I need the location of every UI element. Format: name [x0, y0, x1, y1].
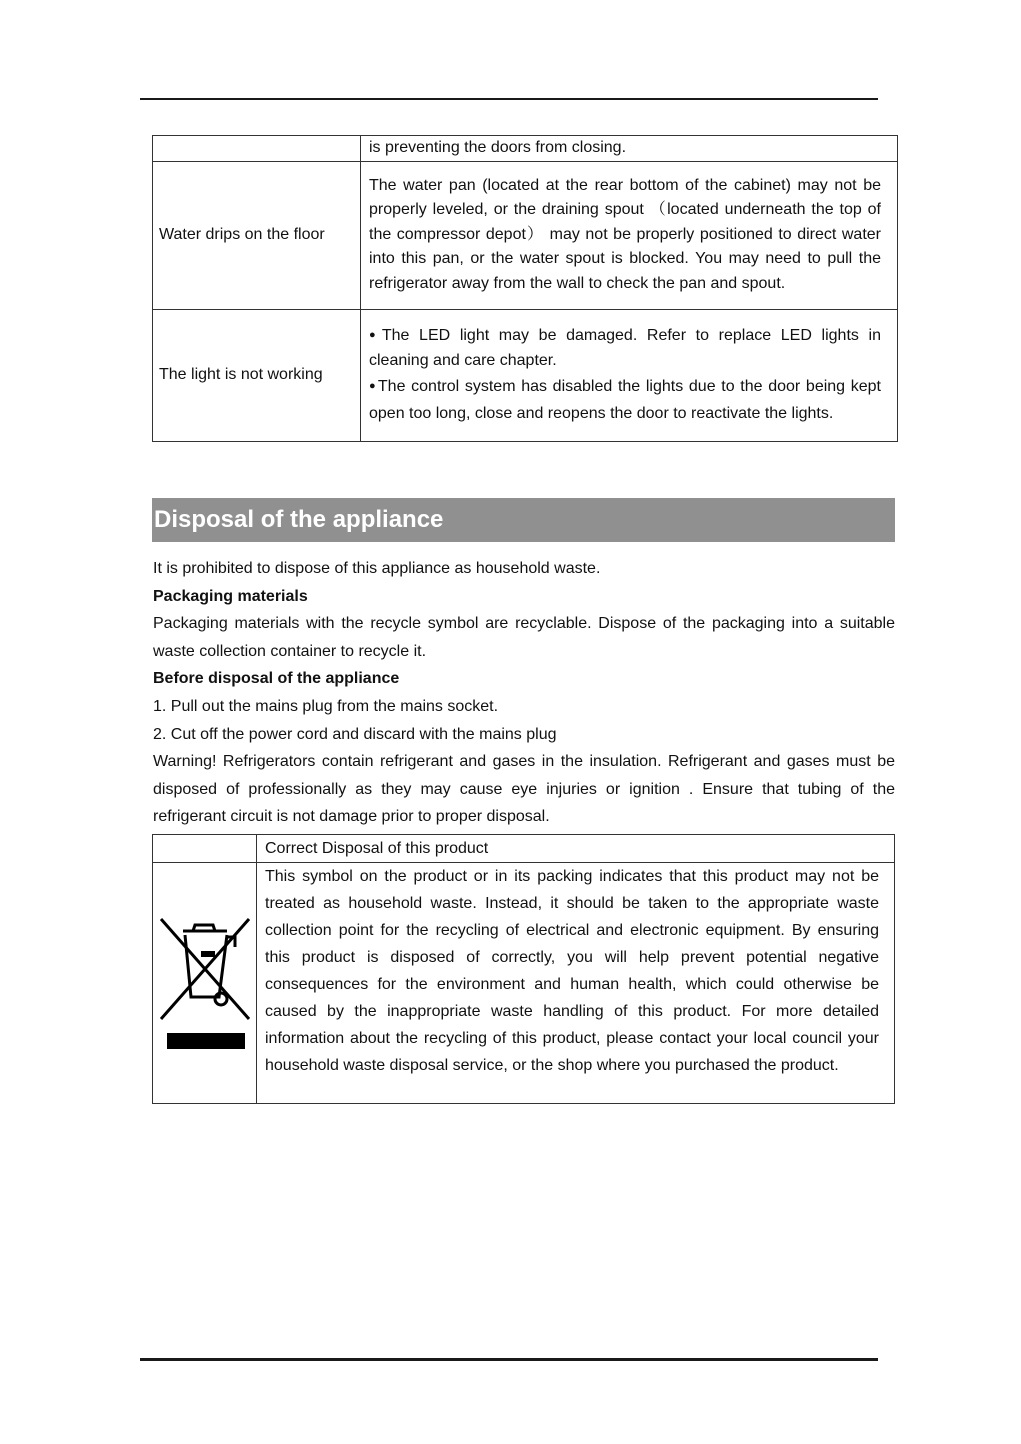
box-text-cell	[257, 863, 895, 1104]
troubleshooting-table	[152, 135, 898, 442]
bullet-icon: ●	[369, 380, 377, 392]
intro-text: It is prohibited to dispose of this appliance as household waste.	[153, 560, 601, 577]
warning-text: Warning! Refrigerators contain refrigerant and gases in the insulation. Refrigerant and gases must be disposed of professionally as they may cause eye injuries or ignition . Ensure that tubing of the refrigerant circuit is not damage prior to proper disposal.	[153, 753, 895, 826]
disposal-body	[153, 555, 895, 831]
cause-text: The LED light may be damaged. Refer to replace LED lights in cleaning and care chapter.	[369, 327, 881, 369]
cause-bullet	[369, 323, 881, 373]
bullet-icon: ●	[369, 329, 381, 341]
crossed-out-wheelie-bin-icon	[157, 913, 253, 1053]
before-disposal-title: Before disposal of the appliance	[153, 670, 400, 688]
table-row	[153, 863, 895, 1104]
table-row	[153, 309, 898, 441]
footer-rule	[140, 1358, 878, 1361]
problem-cell	[153, 136, 361, 162]
cause-bullet	[369, 373, 881, 427]
packaging-text: Packaging materials with the recycle symbol are recyclable. Dispose of the packaging into a suitable waste collection container to recycle it.	[153, 615, 895, 660]
icon-header-cell	[153, 835, 257, 863]
section-heading: Disposal of the appliance	[152, 498, 895, 542]
cause-cell	[361, 309, 898, 441]
table-row	[153, 136, 898, 162]
box-title: Correct Disposal of this product	[257, 835, 895, 863]
problem-cell: Water drips on the floor	[153, 161, 361, 309]
cause-text: is preventing the doors from closing.	[369, 139, 627, 156]
weee-icon-wrap	[153, 863, 256, 1103]
cause-cell	[361, 136, 898, 162]
box-text: This symbol on the product or in its packing indicates that this product may not be treated as household waste. Instead, it should be taken to the appropriate waste collection point for the recycling of electrical and electronic equipment. By ensuring this product is disposed of correctly, you will help prevent potential negative consequences for the environment and human health, which could otherwise be caused by the inappropriate waste handling of this product. For more detailed information about the recycling of this product, please contact your local council your household waste disposal service, or the shop where you purchased the product.	[265, 868, 879, 1074]
header-rule	[140, 98, 878, 100]
packaging-title: Packaging materials	[153, 587, 308, 605]
cause-text: The control system has disabled the lights due to the door being kept open too long, close and reopens the door to reactivate the lights.	[369, 378, 881, 422]
table-row	[153, 161, 898, 309]
problem-cell: The light is not working	[153, 309, 361, 441]
step-1: 1. Pull out the mains plug from the mains socket.	[153, 697, 499, 715]
disposal-table	[152, 834, 895, 1104]
cause-cell	[361, 161, 898, 309]
cause-text: The water pan (located at the rear bottom of the cabinet) may not be properly leveled, or the draining spout （located underneath the top of the compressor depot） may not be properly positioned to direct water into this pan, or the water spout is blocked. You may need to pull the refrigerator away from the wall to check the pan and spout.	[369, 176, 881, 292]
table-row	[153, 835, 895, 863]
icon-cell	[153, 863, 257, 1104]
step-2: 2. Cut off the power cord and discard with the mains plug	[153, 725, 557, 743]
